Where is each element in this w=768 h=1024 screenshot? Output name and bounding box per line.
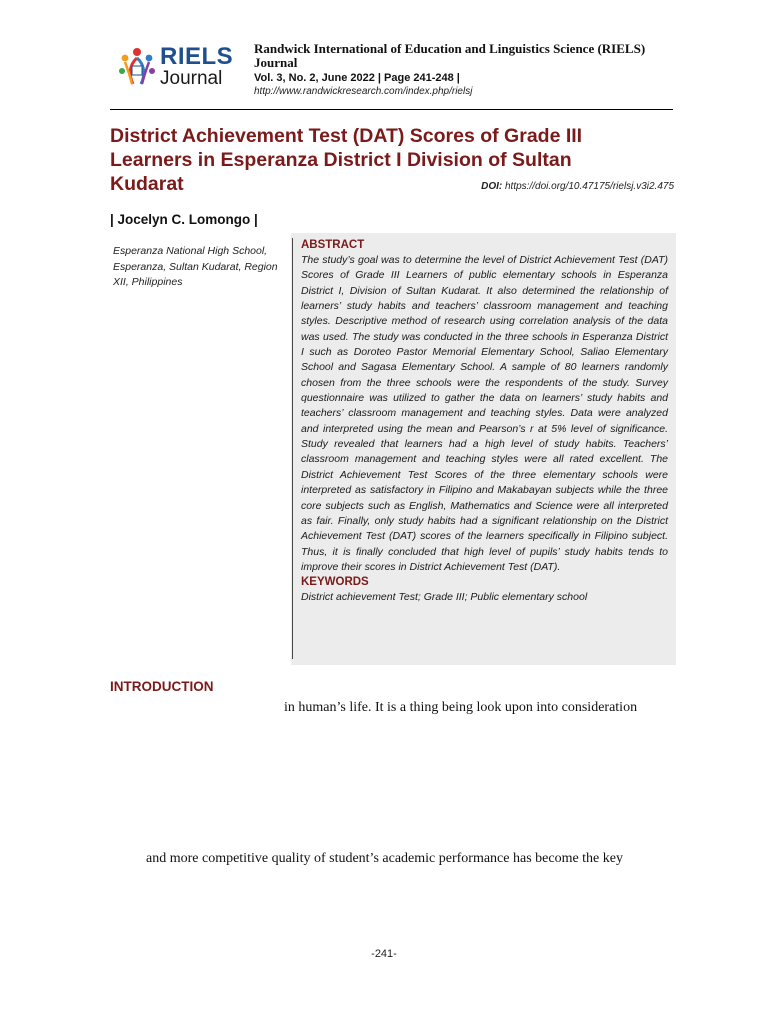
keywords-heading: KEYWORDS — [301, 576, 369, 589]
riels-emblem-icon — [116, 46, 158, 88]
author-affiliation: Esperanza National High School, Esperanza, Sultan Kudarat, Region XII, Philippines — [113, 245, 278, 288]
journal-url[interactable]: http://www.randwickresearch.com/index.php/rielsj — [254, 86, 473, 97]
journal-logo — [116, 44, 246, 94]
logo-wordmark: RIELS — [160, 43, 234, 70]
keywords-text: District achievement Test; Grade III; Public elementary school — [301, 591, 588, 604]
article-title: District Achievement Test (DAT) Scores of Grade III Learners in Esperanza District I Division of Sultan Kudarat — [110, 125, 583, 195]
doi-label: DOI: — [481, 181, 503, 192]
author-name: | Jocelyn C. Lomongo | — [110, 212, 258, 227]
journal-volume: Vol. 3, No. 2, June 2022 | Page 241-248 | — [254, 72, 460, 84]
body-text-line: in human’s life. It is a thing being look upon into consideration — [284, 700, 638, 715]
doi-line — [481, 181, 674, 192]
introduction-heading: INTRODUCTION — [110, 679, 214, 694]
page-number: -241- — [371, 948, 397, 960]
journal-info — [254, 42, 674, 98]
body-text-line: and more competitive quality of student’s academic performance has become the key — [146, 851, 623, 866]
logo-subtitle: Journal — [160, 68, 223, 89]
header-divider — [110, 109, 673, 110]
abstract-box — [291, 233, 676, 665]
abstract-heading: ABSTRACT — [301, 239, 365, 251]
doi-link[interactable]: https://doi.org/10.47175/rielsj.v3i2.475 — [505, 181, 674, 192]
abstract-text: The study’s goal was to determine the level of District Achievement Test (DAT) Scores of Grade III Learners of public elementary schools in Esperanza District I, Division of Sultan Kudarat. It also determined the relationship of learners’ study habits and teachers’ classroom management and teaching styles. Descriptive method of research using correlation analysis of the data was used. The study was conducted in the three schools in Esperanza District I such as Doroteo Pastor Memorial Elementary School, Saliao Elementary School and Sagasa Elementary School. A sample of 80 learners randomly chosen from the three schools were the respondents of the study. Survey questionnaire was utilized to gather the data on learners’ study habits and teachers’ classroom management and teaching styles. Data were analyzed and interpreted using the mean and Pearson’s r at 5% level of significance. Study revealed that learners had a high level of study habits. Teachers’ classroom management and teaching styles were all rated excellent. The District Achievement Test Scores of the three elementary schools were interpreted as satisfactory in Filipino and Makabayan subjects while the three core subjects such as English, Mathematics and Science were all interpreted as fair. Finally, only study habits had a significant relationship on the District Achievement Test (DAT) scores of the learners specifically in Filipino subject. Thus, it is finally concluded that high level of pupils’ study habits tends to improve their scores in District Achievement Test (DAT). — [301, 254, 668, 573]
journal-name: Randwick International of Education and Linguistics Science (RIELS) Journal — [254, 41, 646, 70]
